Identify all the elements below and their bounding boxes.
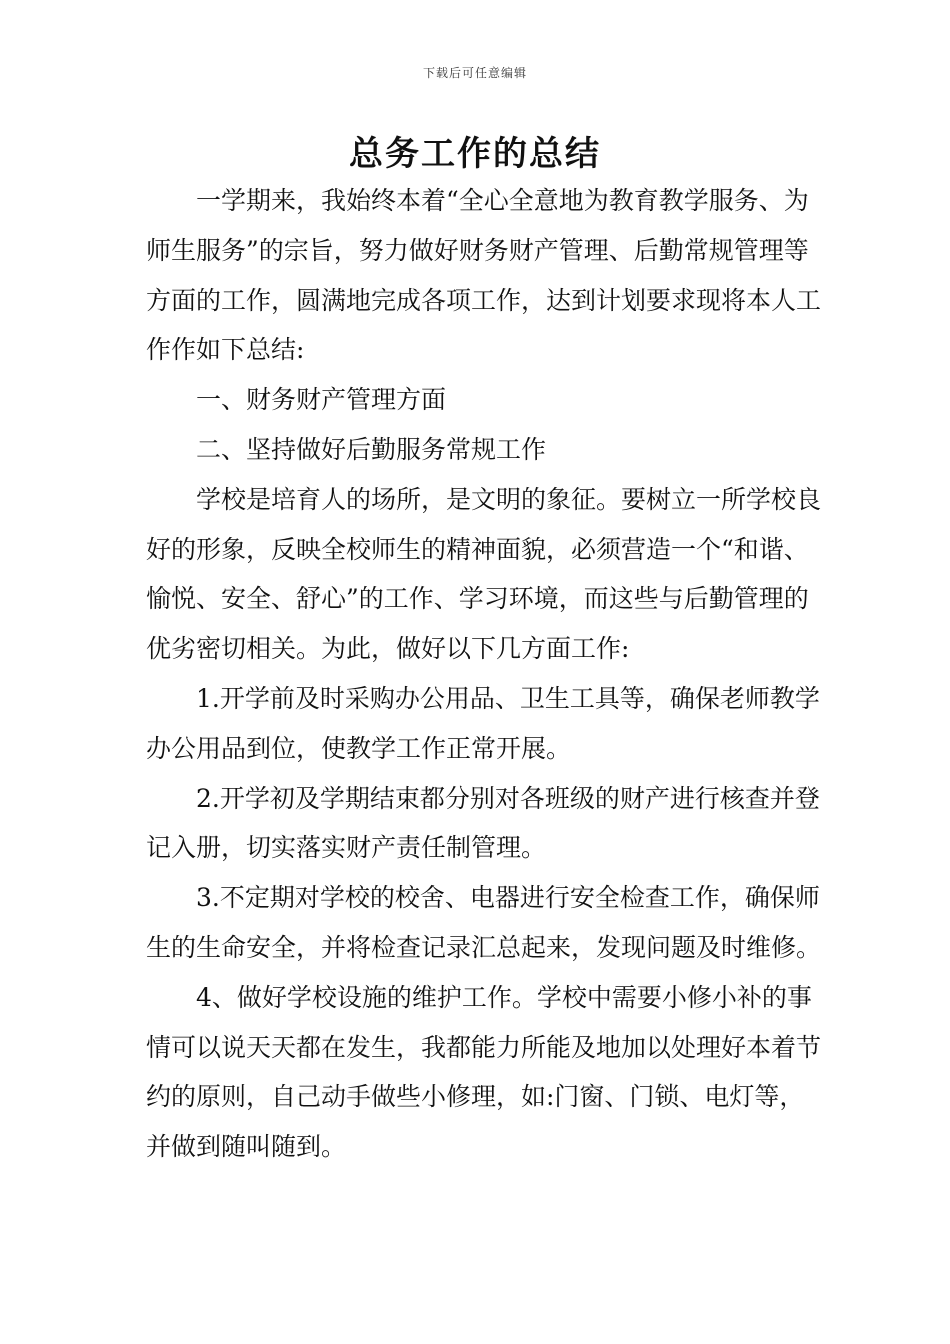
paragraph-intro: 一学期来，我始终本着“全心全意地为教育教学服务、为师生服务”的宗旨，努力做好财务财产管理、后勤常规管理等方面的工作，圆满地完成各项工作，达到计划要求现将本人工作作如下总结:: [146, 186, 822, 365]
document-body: [146, 176, 826, 1172]
section-heading-logistics: 二、坚持做好后勤服务常规工作: [196, 434, 547, 464]
list-item-1: 1.开学前及时采购办公用品、卫生工具等，确保老师教学办公用品到位，使教学工作正常开展。: [146, 683, 820, 763]
list-item-4: 4、做好学校设施的维护工作。学校中需要小修小补的事情可以说天天都在发生，我都能力所能及地加以处理好本着节约的原则，自己动手做些小修理，如:门窗、门锁、电灯等，并做到随叫随到。: [146, 982, 822, 1162]
list-item-2: 2.开学初及学期结束都分别对各班级的财产进行核查并登记入册，切实落实财产责任制管理。: [146, 783, 820, 863]
list-item-3: 3.不定期对学校的校舍、电器进行安全检查工作，确保师生的生命安全，并将检查记录汇总起来，发现问题及时维修。: [146, 883, 822, 962]
section-heading-finance: 一、财务财产管理方面: [196, 385, 447, 415]
paragraph-logistics-intro: 学校是培育人的场所，是文明的象征。要树立一所学校良好的形象，反映全校师生的精神面貌，必须营造一个“和谐、愉悦、安全、舒心”的工作、学习环境，而这些与后勤管理的优劣密切相关。为此，做好以下几方面工作:: [146, 484, 822, 664]
document-title: 总务工作的总结: [349, 134, 601, 174]
header-note: 下载后可任意编辑: [422, 66, 527, 80]
